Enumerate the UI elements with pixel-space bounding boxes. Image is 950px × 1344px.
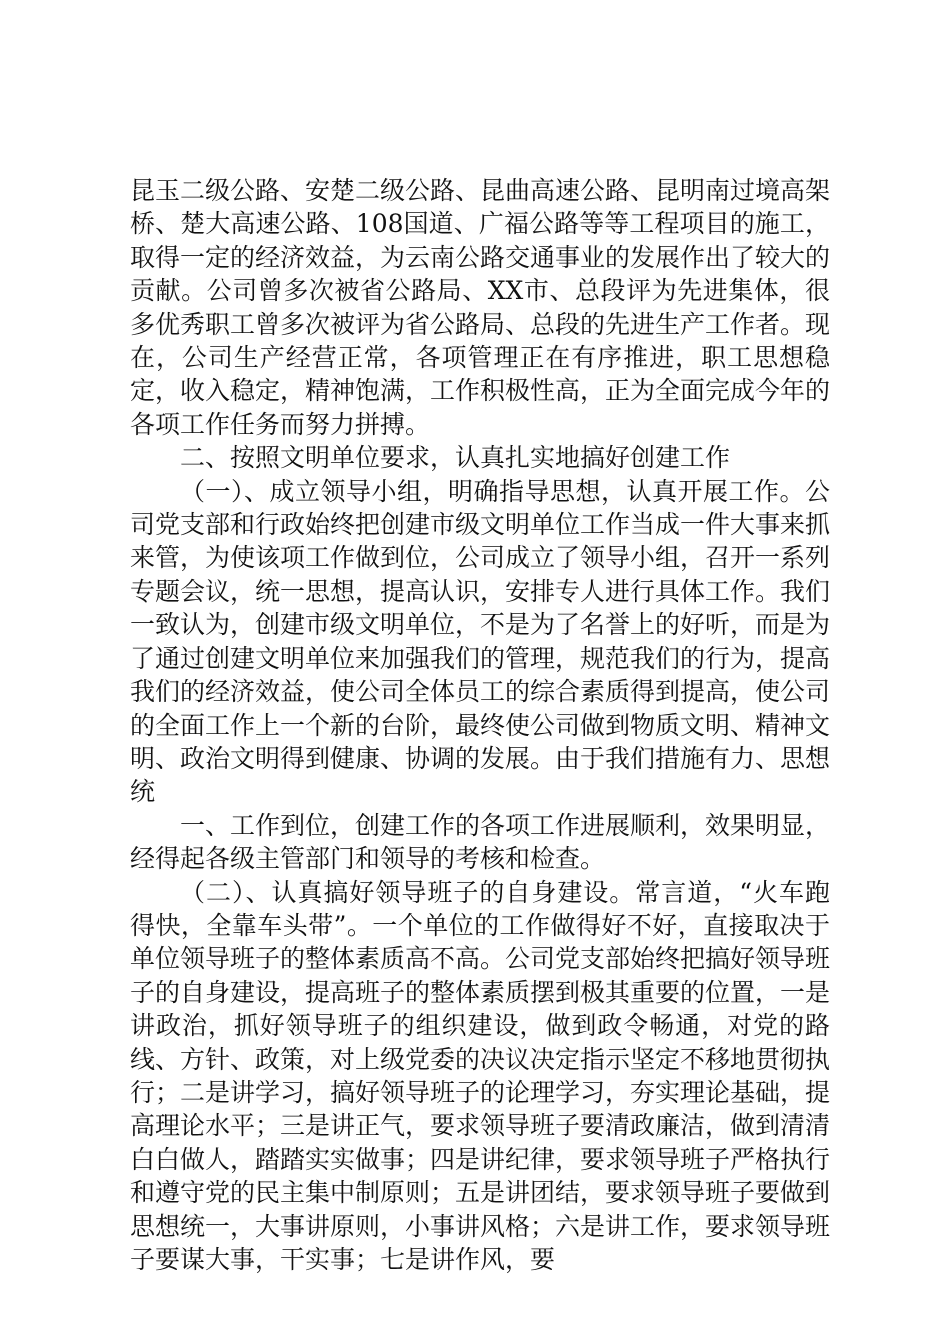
paragraph-4: 一、工作到位，创建工作的各项工作进展顺利，效果明显，经得起各级主管部门和领导的考核和检查。: [130, 810, 831, 874]
section-heading-2: 二、按照文明单位要求，认真扎实地搞好创建工作: [180, 443, 731, 473]
paragraph-1: 昆玉二级公路、安楚二级公路、昆曲高速公路、昆明南过境高架桥、楚大高速公路、108国道、广福公路等等工程项目的施工，取得一定的经济效益，为云南公路交通事业的发展作出了较大的贡献。公司曾多次被省公路局、XX市、总段评为先进集体，很多优秀职工曾多次被评为省公路局、总段的先进生产工作者。现在，公司生产经营正常，各项管理正在有序推进，职工思想稳定，收入稳定，精神饱满，工作积极性高，正为全面完成今年的各项工作任务而努力拼搏。: [130, 176, 831, 439]
paragraph-3: （一）、成立领导小组，明确指导思想，认真开展工作。公司党支部和行政始终把创建市级文明单位工作当成一件大事来抓来管，为使该项工作做到位，公司成立了领导小组，召开一系列专题会议，统一思想，提高认识，安排专人进行具体工作。我们一致认为，创建市级文明单位，不是为了名誉上的好听，而是为了通过创建文明单位来加强我们的管理，规范我们的行为，提高我们的经济效益，使公司全体员工的综合素质得到提高，使公司的全面工作上一个新的台阶，最终使公司做到物质文明、精神文明、政治文明得到健康、协调的发展。由于我们措施有力、思想统: [130, 476, 831, 807]
document-body: [130, 174, 830, 1276]
paragraph-5: （二）、认真搞好领导班子的自身建设。常言道，“火车跑得快，全靠车头带”。一个单位的工作做得好不好，直接取决于单位领导班子的整体素质高不高。公司党支部始终把搞好领导班子的自身建设，提高班子的整体素质摆到极其重要的位置，一是讲政治，抓好领导班子的组织建设，做到政令畅通，对党的路线、方针、政策，对上级党委的决议决定指示坚定不移地贯彻执行；二是讲学习，搞好领导班子的论理学习，夯实理论基础，提高理论水平；三是讲正气，要求领导班子要清政廉洁，做到清清白白做人，踏踏实实做事；四是讲纪律，要求领导班子严格执行和遵守党的民主集中制原则；五是讲团结，要求领导班子要做到思想统一，大事讲原则，小事讲风格；六是讲工作，要求领导班子要谋大事，干实事；七是讲作风，要: [130, 877, 831, 1274]
